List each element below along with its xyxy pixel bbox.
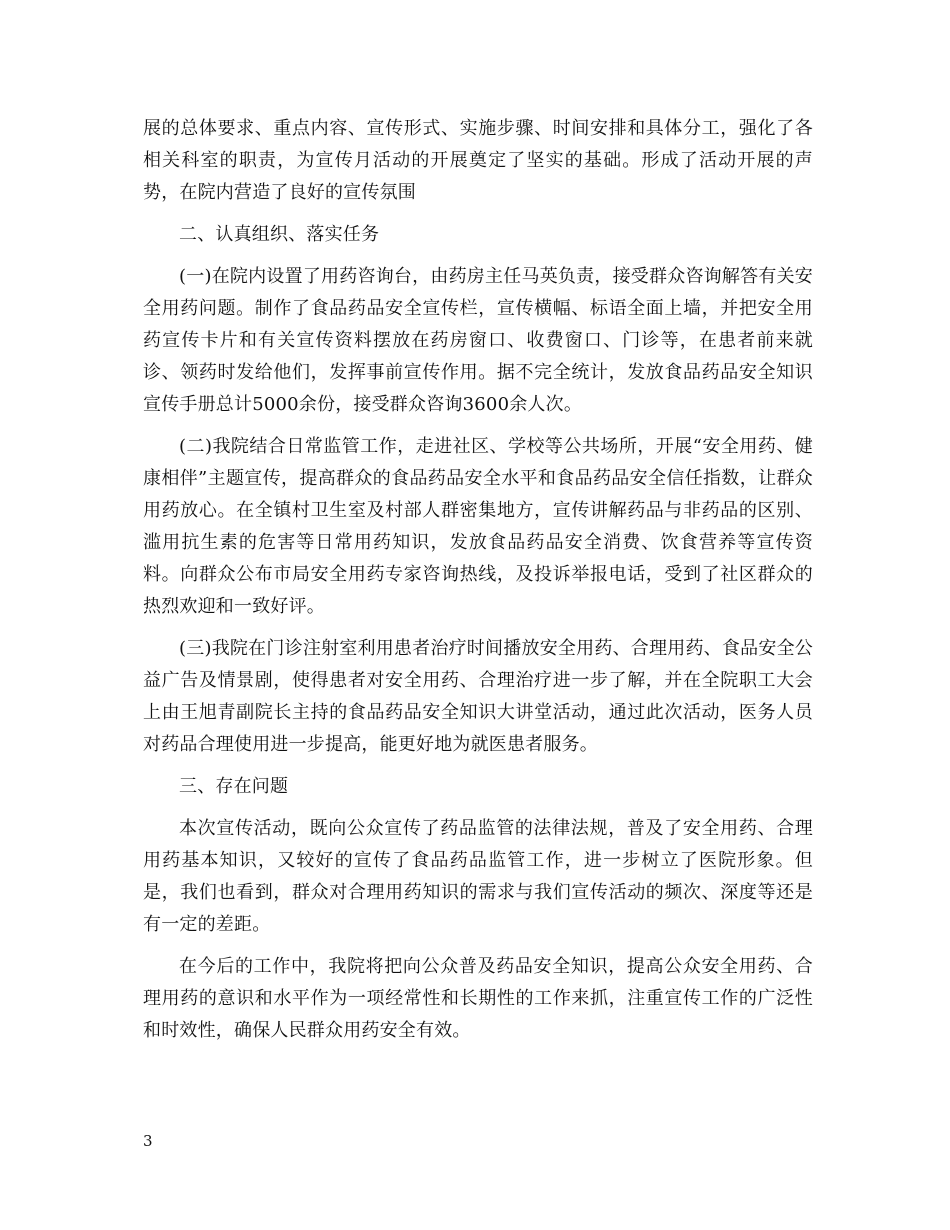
paragraph-continuation: 展的总体要求、重点内容、宣传形式、实施步骤、时间安排和具体分工，强化了各相关科室的职责，为宣传月活动的开展奠定了坚实的基础。形成了活动开展的声势，在院内营造了良好的宣传氛围 — [143, 118, 813, 203]
paragraph-item-1: (一)在院内设置了用药咨询台，由药房主任马英负责，接受群众咨询解答有关安全用药问题。制作了食品药品安全宣传栏，宣传横幅、标语全面上墙，并把安全用药宣传卡片和有关宣传资料摆放在药房窗口、收费窗口、门诊等，在患者前来就诊、领药时发给他们，发挥事前宣传作用。据不完全统计，发放食品药品安全知识宣传手册总计5000余份，接受群众咨询3600余人次。 — [143, 266, 813, 415]
page-number: 3 — [143, 1132, 153, 1150]
paragraph-problems: 本次宣传活动，既向公众宣传了药品监管的法律法规，普及了安全用药、合理用药基本知识，又较好的宣传了食品药品监管工作，进一步树立了医院形象。但是，我们也看到，群众对合理用药知识的需求与我们宣传活动的频次、深度等还是有一定的差距。 — [143, 818, 813, 935]
document-body — [143, 113, 813, 1047]
paragraph-item-2: (二)我院结合日常监管工作，走进社区、学校等公共场所，开展“安全用药、健康相伴”主题宣传，提高群众的食品药品安全水平和食品药品安全信任指数，让群众用药放心。在全镇村卫生室及村部人群密集地方，宣传讲解药品与非药品的区别、滥用抗生素的危害等日常用药知识，发放食品药品安全消费、饮食营养等宣传资料。向群众公布市局安全用药专家咨询热线，及投诉举报电话，受到了社区群众的热烈欢迎和一致好评。 — [143, 436, 813, 617]
paragraph-future-work: 在今后的工作中，我院将把向公众普及药品安全知识，提高公众安全用药、合理用药的意识和水平作为一项经常性和长期性的工作来抓，注重宣传工作的广泛性和时效性，确保人民群众用药安全有效。 — [143, 956, 813, 1041]
section-heading-3: 三、存在问题 — [179, 776, 289, 797]
section-heading-2: 二、认真组织、落实任务 — [179, 224, 380, 245]
paragraph-item-3: (三)我院在门诊注射室利用患者治疗时间播放安全用药、合理用药、食品安全公益广告及情景剧，使得患者对安全用药、合理治疗进一步了解，并在全院职工大会上由王旭青副院长主持的食品药品安全知识大讲堂活动，通过此次活动，医务人员对药品合理使用进一步提高，能更好地为就医患者服务。 — [143, 638, 813, 755]
